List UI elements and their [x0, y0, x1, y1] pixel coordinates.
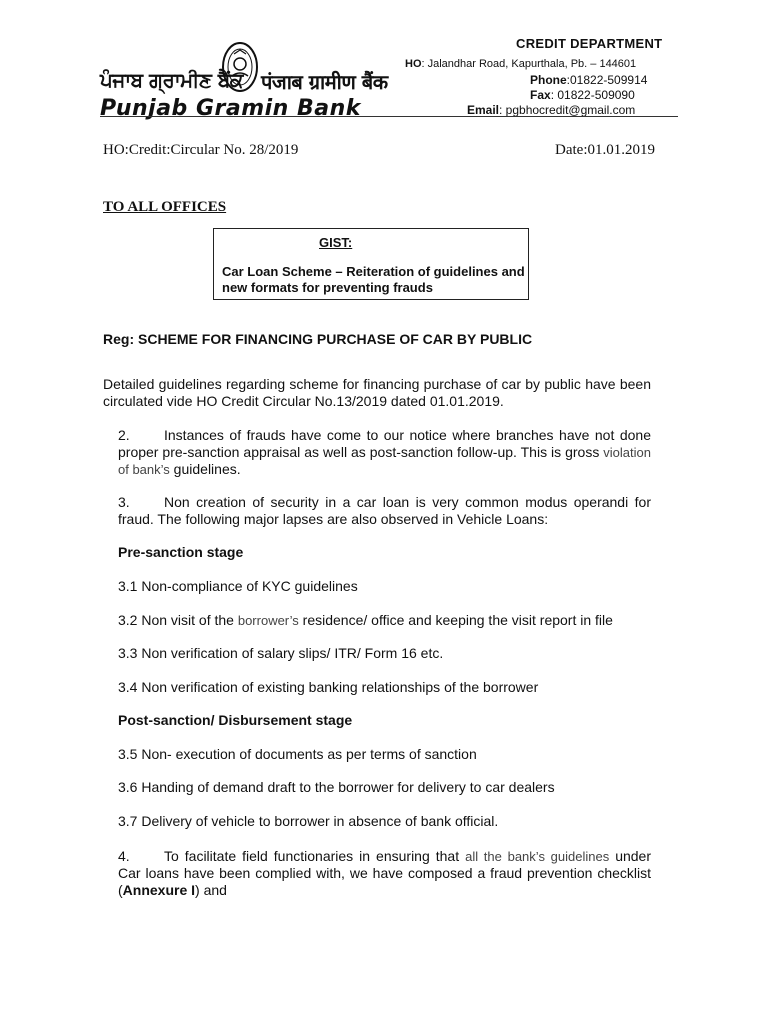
list-item: 3.3 Non verification of salary slips/ ITR/ Form 16 etc. — [118, 645, 444, 661]
list-item: 3.5 Non- execution of documents as per terms of sanction — [118, 746, 477, 762]
bank-name-hindi: पंजाब ग्रामीण बैंक — [261, 70, 388, 94]
gist-body: Car Loan Scheme – Reiteration of guidelines and new formats for preventing frauds — [222, 264, 525, 295]
paragraph-3: 3. Non creation of security in a car loan is very common modus operandi for fraud. The following major lapses are also observed in Vehicle Loans: — [118, 494, 651, 527]
bank-letterhead-logo-block — [100, 40, 388, 121]
post-sanction-heading: Post-sanction/ Disbursement stage — [118, 712, 353, 728]
circular-date: Date:01.01.2019 — [555, 142, 655, 158]
circular-number: HO:Credit:Circular No. 28/2019 — [103, 142, 299, 158]
ho-address: HO: Jalandhar Road, Kapurthala, Pb. – 144601 — [405, 58, 637, 70]
paragraph-2: 2. Instances of frauds have come to our notice where branches have not done proper pre-sanction appraisal as well as post-sanction follow-up. This is gross violation of bank’s guidelines. — [118, 427, 651, 477]
gist-box — [213, 228, 529, 300]
department-name: CREDIT DEPARTMENT — [516, 36, 663, 51]
list-item: 3.4 Non verification of existing banking relationships of the borrower — [118, 679, 539, 695]
paragraph-4: 4. To facilitate field functionaries in ensuring that all the bank’s guidelines under Car loans have been complied with, we have composed a fraud prevention checklist (Annexure I) and — [118, 848, 651, 898]
list-item: 3.6 Handing of demand draft to the borrower for delivery to car dealers — [118, 779, 555, 795]
list-item: 3.1 Non-compliance of KYC guidelines — [118, 578, 358, 594]
list-item: 3.2 Non visit of the borrower’s residence/ office and keeping the visit report in file — [118, 612, 613, 628]
list-item: 3.7 Delivery of vehicle to borrower in absence of bank official. — [118, 813, 499, 829]
bank-name-english: Punjab Gramin Bank — [100, 96, 361, 121]
addressee: TO ALL OFFICES — [103, 199, 227, 215]
pre-sanction-heading: Pre-sanction stage — [118, 544, 244, 560]
letterhead-divider — [100, 116, 678, 117]
intro-paragraph: Detailed guidelines regarding scheme for financing purchase of car by public have been circulated vide HO Credit Circular No.13/2019 dated 01.01.2019. — [103, 376, 651, 409]
gist-title: GIST: — [319, 235, 353, 250]
bank-name-punjabi: ਪੰਜਾਬ ਗ੍ਰਾਮੀਣ ਬੈਂਕ — [100, 68, 243, 92]
phone-number: Phone:01822-509914 — [530, 73, 648, 87]
bank-emblem-icon — [220, 40, 260, 94]
fax-number: Fax: 01822-509090 — [530, 88, 635, 102]
subject-line: Reg: SCHEME FOR FINANCING PURCHASE OF CAR BY PUBLIC — [103, 331, 533, 347]
email-address: Email: pgbhocredit@gmail.com — [467, 103, 636, 117]
